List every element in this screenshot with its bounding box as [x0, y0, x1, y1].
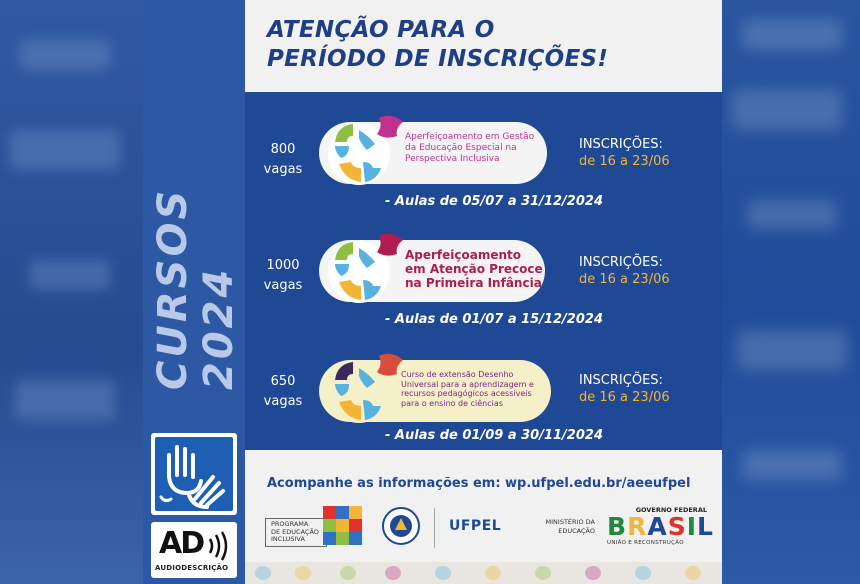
aulas-dates: - Aulas de 05/07 a 31/12/2024: [385, 194, 603, 209]
background-right: [722, 0, 860, 584]
vertical-title: CURSOS 2024: [150, 187, 242, 390]
course-card: [245, 106, 722, 216]
sign-language-hands-icon: [155, 437, 233, 511]
divider: [434, 508, 435, 548]
puzzle-icon: [319, 106, 409, 190]
vagas-count: 650 vagas: [263, 374, 303, 409]
inscricoes-info: INSCRIÇÕES: de 16 a 23/06: [579, 255, 670, 287]
background-left: [0, 0, 143, 584]
ministerio-educacao-logo: MINISTÉRIO DA EDUCAÇÃO: [545, 518, 595, 535]
course-name: Curso de extensão Desenho Universal para a aprendizagem e recursos pedagógicos acessíveis para o ensino de ciências: [401, 370, 534, 408]
course-card: [245, 340, 722, 450]
inscricoes-info: INSCRIÇÕES: de 16 a 23/06: [579, 137, 670, 169]
inscricoes-info: INSCRIÇÕES: de 16 a 23/06: [579, 373, 670, 405]
governo-federal-logo: GOVERNO FEDERAL BRASIL UNIÃO E RECONSTRUÇÃO: [607, 506, 714, 546]
ufpel-logo: UFPEL: [449, 518, 502, 534]
programa-educacao-inclusiva-logo: PROGRAMA DE EDUCAÇÃO INCLUSIVA: [265, 518, 327, 547]
brasil-wordmark: BRASIL: [607, 512, 714, 541]
bottom-decoration: [245, 562, 722, 584]
puzzle-cube-icon: [321, 504, 365, 550]
ad-mark: AD: [159, 526, 204, 561]
acompanhe-link-text: Acompanhe as informações em: wp.ufpel.edu.br/aeeufpel: [267, 476, 691, 491]
aulas-dates: - Aulas de 01/07 a 15/12/2024: [385, 312, 603, 327]
sound-waves-icon: [207, 531, 231, 561]
vagas-count: 800 vagas: [263, 142, 303, 177]
logos-row: [245, 496, 722, 556]
course-name: Aperfeiçoamento em Gestão da Educação Especial na Perspectiva Inclusiva: [405, 132, 535, 164]
course-card: [245, 222, 722, 332]
courses-panel: [245, 92, 722, 450]
libras-badge: [151, 433, 237, 515]
poster-title: [267, 16, 608, 74]
title-line-2: PERÍODO DE INSCRIÇÕES!: [267, 46, 609, 72]
puzzle-icon: [319, 344, 409, 428]
puzzle-icon: [319, 224, 409, 308]
aulas-dates: - Aulas de 01/09 a 30/11/2024: [385, 428, 603, 443]
audiodescricao-badge: [151, 522, 237, 578]
poster: [245, 0, 722, 584]
title-line-1: ATENÇÃO PARA O: [267, 17, 495, 43]
course-name: Aperfeiçoamento em Atenção Precoce na Primeira Infância: [405, 248, 543, 290]
ad-label: AUDIODESCRIÇÃO: [155, 564, 229, 572]
vagas-count: 1000 vagas: [263, 258, 303, 293]
university-seal-icon: [381, 506, 421, 546]
